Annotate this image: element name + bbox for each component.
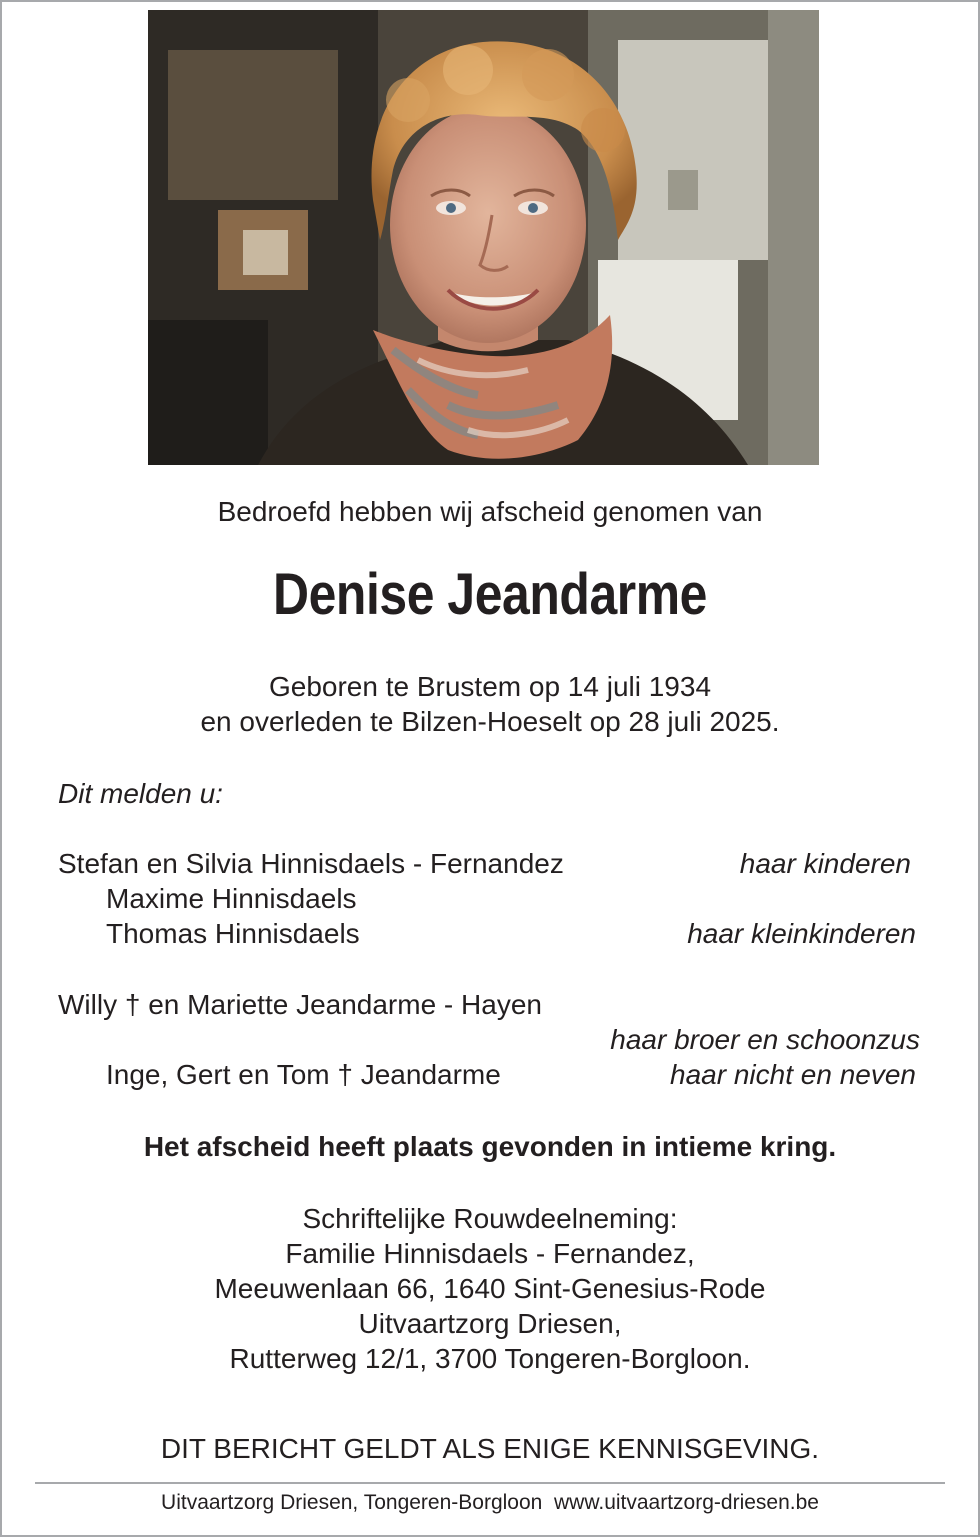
birth-line: Geboren te Brustem op 14 juli 1934 <box>268 671 712 702</box>
brother-names: Willy † en Mariette Jeandarme - Hayen <box>58 989 542 1020</box>
funeral-home-address: Rutterweg 12/1, 3700 Tongeren-Borgloon. <box>229 1343 751 1374</box>
deceased-name: Denise Jeandarme <box>273 562 707 627</box>
grandchild-thomas: Thomas Hinnisdaels <box>106 918 360 949</box>
condolence-address <box>0 1201 980 1376</box>
intro-text: Bedroefd hebben wij afscheid genomen van <box>217 496 763 527</box>
death-line: en overleden te Bilzen-Hoeselt op 28 juli 2025. <box>200 706 780 737</box>
family-address-name: Familie Hinnisdaels - Fernandez, <box>285 1238 695 1269</box>
grandchild-maxime: Maxime Hinnisdaels <box>106 883 357 914</box>
announced-by-label: Dit melden u: <box>58 778 223 809</box>
final-notice: DIT BERICHT GELDT ALS ENIGE KENNISGEVING. <box>160 1433 820 1464</box>
footer-website[interactable]: www.uitvaartzorg-driesen.be <box>554 1491 819 1514</box>
portrait-photo <box>148 10 819 465</box>
children-relation: haar kinderen <box>739 848 911 879</box>
footer <box>0 1490 980 1516</box>
brother-relation: haar broer en schoonzus <box>610 1024 920 1055</box>
farewell-notice: Het afscheid heeft plaats gevonden in intieme kring. <box>143 1131 837 1162</box>
children-names: Stefan en Silvia Hinnisdaels - Fernandez <box>58 848 564 879</box>
niece-nephew-relation: haar nicht en neven <box>670 1059 916 1090</box>
family-address-street: Meeuwenlaan 66, 1640 Sint-Genesius-Rode <box>214 1273 766 1304</box>
grandchildren-relation: haar kleinkinderen <box>687 918 916 949</box>
niece-nephew-names: Inge, Gert en Tom † Jeandarme <box>106 1059 501 1090</box>
condolence-heading: Schriftelijke Rouwdeelneming: <box>302 1203 678 1234</box>
footer-company: Uitvaartzorg Driesen, Tongeren-Borgloon <box>161 1491 543 1514</box>
footer-divider <box>35 1482 945 1484</box>
funeral-home-name: Uitvaartzorg Driesen, <box>358 1308 622 1339</box>
